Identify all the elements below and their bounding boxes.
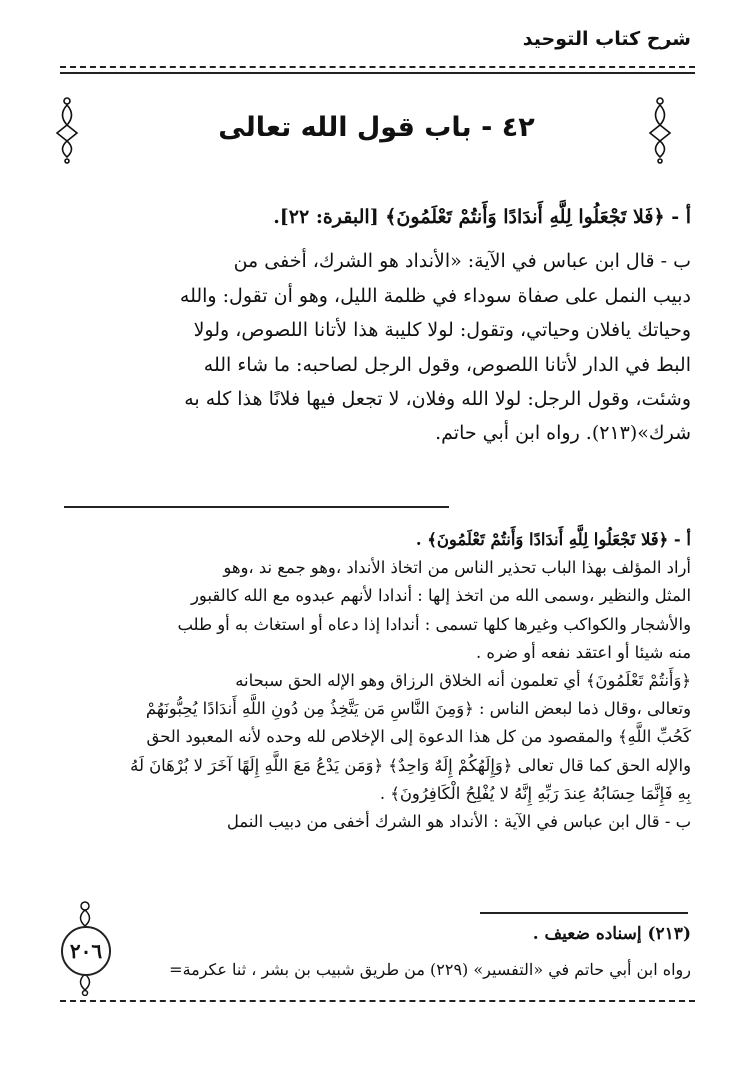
header-solid-rule: [60, 72, 695, 74]
matn-section: [64, 200, 691, 451]
commentary-line: وتعالى ،وقال ذما لبعض الناس : ﴿وَمِنَ النَّاسِ مَن يَتَّخِذُ مِن دُونِ اللَّهِ أَندَادًا يُحِبُّونَهُمْ: [145, 699, 691, 719]
commentary-line: أ - ﴿فَلا تَجْعَلُوا لِلَّهِ أَندَادًا وَأَنتُمْ تَعْلَمُونَ﴾ .: [415, 530, 691, 549]
commentary-line: والأشجار والكواكب وغيرها كلها تسمى : أندادا إذا دعاه أو استغاث به أو طلب: [177, 614, 691, 634]
commentary-line: كَحُبِّ اللَّهِ﴾ والمقصود من كل هذا الدعوة إلى الإخلاص لله وحده لأنه المعبود الحق: [146, 727, 691, 747]
commentary-line: ب - قال ابن عباس في الآية : الأنداد هو الشرك أخفى من دبيب النمل: [226, 812, 691, 832]
footnote-reference: (٢١٣) إسناده ضعيف .: [532, 924, 691, 944]
footnote-divider: [480, 912, 688, 914]
commentary-line: منه شيئا أو اعتقد نفعه أو ضره .: [475, 642, 691, 662]
footer-dashed-rule: [60, 1000, 695, 1002]
page-number-ornament: [58, 900, 112, 996]
commentary-section: [64, 526, 691, 836]
commentary-line: ﴿وَأَنتُمْ تَعْلَمُونَ﴾ أي تعلمون أنه الخلاق الرزاق وهو الإله الحق سبحانه: [235, 671, 691, 691]
matn-line: ب - قال ابن عباس في الآية: «الأنداد هو الشرك، أخفى من: [233, 250, 691, 273]
chapter-title: ٤٢ - باب قول الله تعالى: [218, 112, 535, 143]
page-number: ٢٠٦: [61, 926, 111, 976]
commentary-line: بِهِ فَإِنَّمَا حِسَابُهُ عِندَ رَبِّهِ إِنَّهُ لا يُفْلِحُ الْكَافِرُونَ﴾ .: [379, 783, 691, 803]
matn-line: شرك»(٢١٣). رواه ابن أبي حاتم.: [435, 422, 691, 445]
header-dashed-rule: [60, 66, 695, 68]
running-title: شرح كتاب التوحيد: [522, 28, 691, 50]
commentary-line: والإله الحق كما قال تعالى ﴿وَإِلَهُكُمْ إِلَهٌ وَاحِدٌ﴾ ﴿وَمَن يَدْعُ مَعَ اللَّهِ إِلَهًا آخَرَ لا بُرْهَانَ لَهُ: [130, 755, 691, 775]
matn-line: وحياتك يافلان وحياتي، وتقول: لولا كليبة هذا لأتانا اللصوص، ولولا: [193, 319, 691, 342]
matn-line: دبيب النمل على صفاة سوداء في ظلمة الليل، وهو أن تقول: والله: [179, 284, 691, 307]
footnote-text: رواه ابن أبي حاتم في «التفسير» (٢٢٩) من طريق شبيب بن بشر ، ثنا عكرمة=: [169, 960, 691, 979]
matn-line: البط في الدار لأتانا اللصوص، وقول الرجل لصاحبه: ما شاء الله: [203, 353, 691, 376]
commentary-line: المثل والنظير ،وسمى الله من اتخذ إلها : أندادا لأنهم عبدوه مع الله كالقبور: [191, 586, 691, 606]
commentary-line: أراد المؤلف بهذا الباب تحذير الناس من اتخاذ الأنداد ،وهو جمع ند ،وهو: [223, 558, 691, 578]
section-divider: [64, 506, 449, 508]
matn-line: أ - ﴿فَلا تَجْعَلُوا لِلَّهِ أَندَادًا وَأَنتُمْ تَعْلَمُونَ﴾ [البقرة: ٢٢].: [273, 206, 691, 228]
matn-line: وشئت، وقول الرجل: لولا الله وفلان، لا تجعل فيها فلانًا هذا كله به: [184, 388, 691, 411]
